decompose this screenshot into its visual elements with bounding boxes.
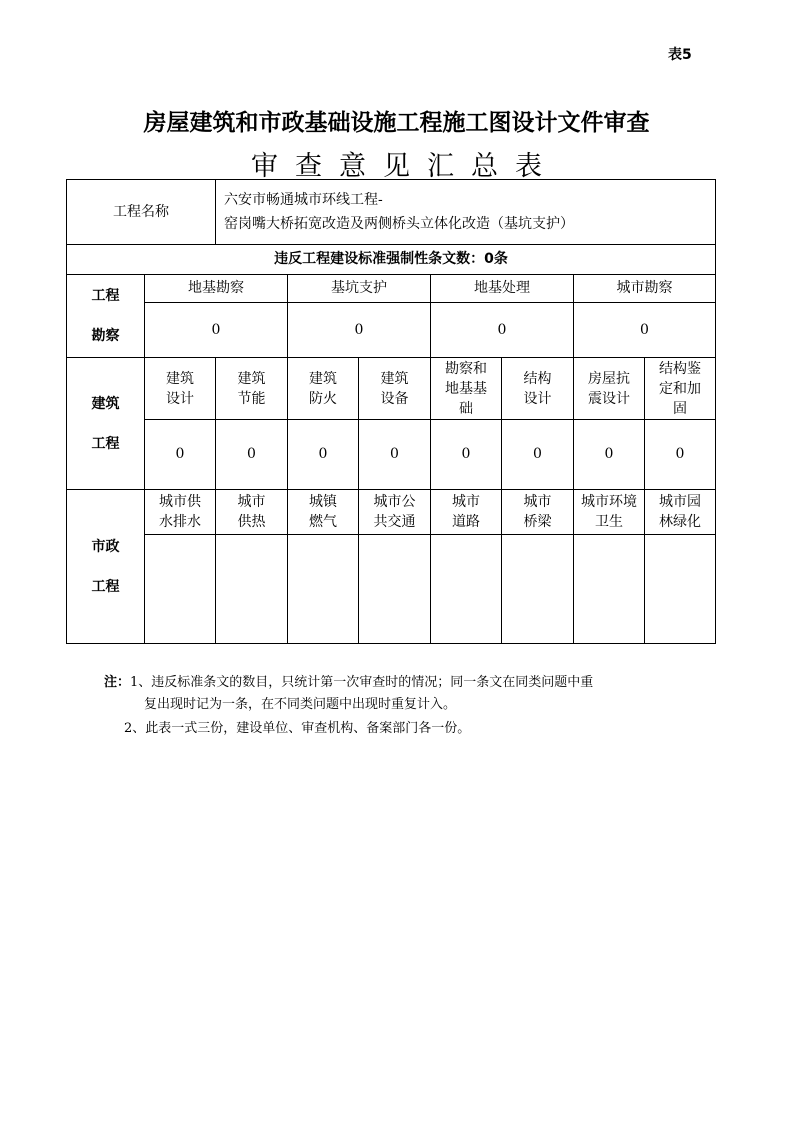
- header-line: 城市环境: [581, 494, 637, 510]
- header-line: 城市公: [373, 494, 416, 510]
- municipal-group-label: [67, 490, 145, 644]
- building-group-label: [67, 358, 145, 490]
- header-line: 道路: [452, 514, 480, 530]
- header-line: 设备: [380, 390, 409, 407]
- header-line: 建筑: [237, 370, 266, 387]
- building-column-header: [645, 358, 716, 420]
- municipal-value: [288, 535, 359, 644]
- header-line: 勘察和: [445, 360, 487, 377]
- header-line: 共交通: [373, 514, 416, 530]
- survey-column-header: 基坑支护: [288, 275, 431, 303]
- note-1: [104, 672, 714, 694]
- building-column-header: [145, 358, 216, 420]
- header-line: 震设计: [588, 390, 630, 407]
- municipal-value: [145, 535, 216, 644]
- building-value: 0: [145, 420, 216, 490]
- building-column-header: [574, 358, 645, 420]
- survey-label-line1: 工程: [91, 288, 120, 304]
- header-line: 城市供: [159, 494, 201, 510]
- municipal-label-line2: 工程: [91, 578, 120, 595]
- building-column-header: [288, 358, 359, 420]
- municipal-value: [216, 535, 288, 644]
- building-value: 0: [216, 420, 288, 490]
- survey-header-row: [67, 275, 716, 303]
- building-label-line1: 建筑: [91, 395, 120, 412]
- municipal-value: [359, 535, 431, 644]
- municipal-value: [645, 535, 716, 644]
- header-line: 建筑: [380, 370, 409, 387]
- survey-value: 0: [145, 303, 288, 358]
- notes-prefix: 注：: [104, 675, 131, 690]
- header-line: 城市: [452, 494, 480, 510]
- project-name-label: 工程名称: [67, 180, 216, 245]
- header-line: 供热: [237, 514, 266, 530]
- building-label-line2: 工程: [91, 435, 120, 452]
- document-title: 房屋建筑和市政基础设施工程施工图设计文件审查: [143, 110, 650, 136]
- municipal-column-header: [145, 490, 216, 535]
- header-line: 城市: [523, 494, 552, 510]
- header-line: 建筑: [166, 370, 194, 387]
- project-name-value: [216, 180, 716, 245]
- review-summary-table: [66, 179, 716, 644]
- header-line: 水排水: [159, 514, 201, 530]
- building-column-header: [359, 358, 431, 420]
- building-value: 0: [359, 420, 431, 490]
- municipal-value: [502, 535, 574, 644]
- building-value: 0: [502, 420, 574, 490]
- building-header-row: [67, 358, 716, 420]
- project-row: [67, 180, 716, 245]
- municipal-column-header: [288, 490, 359, 535]
- building-column-header: [216, 358, 288, 420]
- violation-row: [67, 245, 716, 275]
- note-1-line1: 1、违反标准条文的数目，只统计第一次审查时的情况；同一条文在同类问题中重: [130, 675, 594, 690]
- header-line: 燃气: [309, 514, 337, 530]
- header-line: 林绿化: [659, 514, 702, 530]
- header-line: 础: [459, 400, 473, 417]
- header-line: 建筑: [309, 370, 337, 387]
- document-subtitle: 审查意见汇总表: [251, 151, 559, 182]
- municipal-label-line1: 市政: [91, 538, 120, 555]
- header-line: 固: [673, 400, 688, 417]
- survey-label-line2: 勘察: [91, 328, 120, 344]
- header-line: 卫生: [595, 514, 623, 530]
- survey-value: 0: [574, 303, 716, 358]
- header-line: 城市园: [659, 494, 702, 510]
- header-line: 设计: [166, 390, 194, 407]
- form-number-label: 表5: [668, 47, 692, 63]
- header-line: 结构鉴: [659, 360, 702, 377]
- building-column-header: [431, 358, 502, 420]
- municipal-column-header: [359, 490, 431, 535]
- header-line: 房屋抗: [588, 370, 630, 387]
- municipal-values-row: [67, 535, 716, 644]
- violation-count: 违反工程建设标准强制性条文数：0条: [67, 245, 716, 275]
- header-line: 防火: [309, 390, 337, 407]
- survey-value: 0: [431, 303, 574, 358]
- notes-section: [104, 672, 714, 740]
- municipal-column-header: [216, 490, 288, 535]
- header-line: 节能: [237, 390, 266, 407]
- project-name-line1: 六安市畅通城市环线工程-: [224, 192, 383, 208]
- building-value: 0: [431, 420, 502, 490]
- municipal-column-header: [431, 490, 502, 535]
- header-line: 城市: [237, 494, 266, 510]
- header-line: 结构: [523, 370, 552, 387]
- building-value: 0: [645, 420, 716, 490]
- municipal-column-header: [502, 490, 574, 535]
- note-2: 2、此表一式三份，建设单位、审查机构、备案部门各一份。: [124, 721, 471, 736]
- survey-group-label: [67, 275, 145, 358]
- survey-column-header: 地基处理: [431, 275, 574, 303]
- building-value: 0: [574, 420, 645, 490]
- municipal-value: [431, 535, 502, 644]
- note-1-line2: 复出现时记为一条，在不同类问题中出现时重复计入。: [144, 697, 457, 712]
- building-column-header: [502, 358, 574, 420]
- municipal-column-header: [645, 490, 716, 535]
- survey-column-header: 城市勘察: [574, 275, 716, 303]
- header-line: 设计: [523, 390, 552, 407]
- municipal-header-row: [67, 490, 716, 535]
- header-line: 桥梁: [523, 514, 552, 530]
- project-name-line2: 窑岗嘴大桥拓宽改造及两侧桥头立体化改造（基坑支护）: [224, 216, 574, 232]
- survey-value: 0: [288, 303, 431, 358]
- header-line: 城镇: [309, 494, 337, 510]
- survey-column-header: 地基勘察: [145, 275, 288, 303]
- municipal-column-header: [574, 490, 645, 535]
- header-line: 定和加: [659, 380, 702, 397]
- building-values-row: [67, 420, 716, 490]
- header-line: 地基基: [445, 380, 487, 397]
- survey-values-row: [67, 303, 716, 358]
- building-value: 0: [288, 420, 359, 490]
- municipal-value: [574, 535, 645, 644]
